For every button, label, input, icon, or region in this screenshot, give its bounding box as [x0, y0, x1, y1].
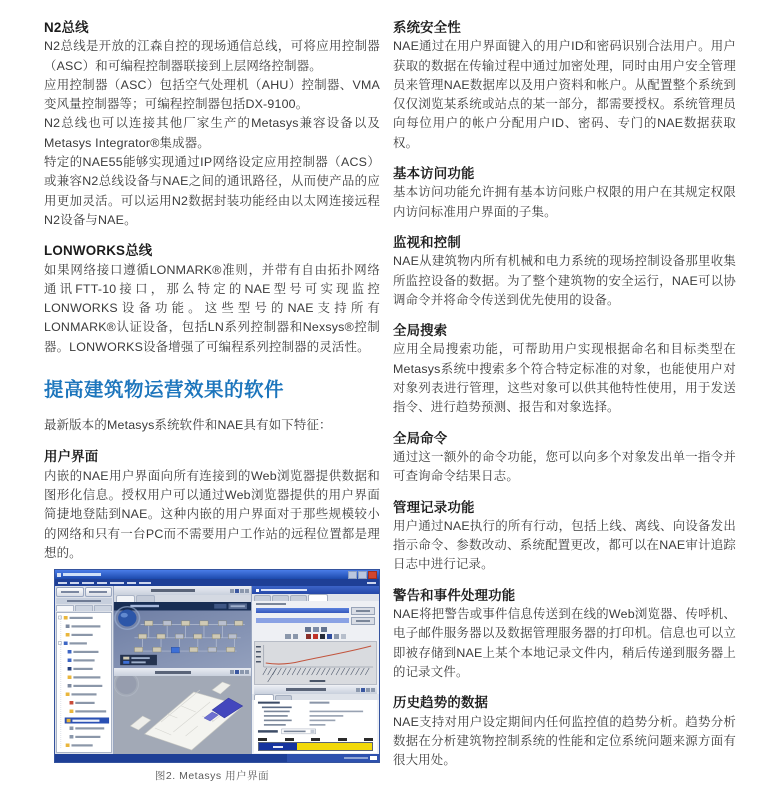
selected-item-bar: [256, 618, 349, 623]
gauge-value-text: [273, 746, 283, 748]
properties-table-graphic: [254, 700, 377, 738]
panel-icon: [371, 688, 375, 692]
tree-view: [56, 612, 112, 753]
toolbar-icon: [313, 634, 318, 639]
gauge-fill: [259, 743, 297, 750]
toolbar-icon: [320, 634, 325, 639]
menu-item: [110, 582, 124, 584]
panel-title-text: [155, 671, 191, 674]
tree-tabs: [56, 605, 112, 611]
paragraph: 通过这一额外的命令功能，您可以向多个对象发出单一指令并可查询命令结果日志。: [393, 449, 736, 484]
section-heading-user-interface: 用户界面: [44, 449, 99, 465]
panel-icon: [366, 688, 370, 692]
section-heading-alarm-event: 警告和事件处理功能: [393, 587, 516, 603]
section-global-search: [393, 321, 736, 417]
window-titlebar: [55, 570, 379, 579]
gauge-scale-labels: [258, 738, 373, 741]
toolbar-icon: [305, 627, 311, 632]
value-gauge: [258, 742, 373, 751]
menu-item: [367, 582, 376, 584]
major-heading-software: 提高建筑物运营效果的软件: [44, 379, 285, 402]
section-heading-n2-bus: N2总线: [44, 20, 89, 35]
scale-label: [311, 738, 320, 741]
panel-title-text: [286, 688, 326, 691]
selection-row: [256, 607, 375, 615]
center-panels: [114, 586, 252, 754]
section-alarm-event: [393, 586, 736, 682]
section-heading-global-command: 全局命令: [393, 430, 448, 446]
toolbar-icon: [341, 634, 346, 639]
paragraph: N2总线也可以连接其他厂家生产的Metasys兼容设备以及Metasys Integrator®集成器。: [44, 116, 380, 150]
panel-icon: [240, 589, 244, 593]
tree-tab: [94, 605, 112, 611]
panel-icon: [230, 670, 234, 674]
toolbar-icon: [321, 627, 327, 632]
paragraph: 应用控制器（ASC）包括空气处理机（AHU）控制器、VMA变风量控制器等；可编程控制器包括DX-9100。: [44, 77, 380, 112]
section-user-interface: [44, 447, 380, 563]
window-content: [55, 586, 379, 754]
tree-tab: [75, 605, 93, 611]
panel-icon: [235, 670, 239, 674]
network-diagram-graphic: [114, 602, 251, 668]
panel-header-text: [261, 589, 307, 592]
trend-toolbar-row-2: [252, 633, 379, 640]
panel-header-icon: [256, 589, 259, 592]
menu-bar: [55, 579, 379, 586]
toolbar-gap: [300, 634, 304, 639]
tree-items-graphic: [57, 613, 111, 752]
paragraph: NAE通过在用户界面键入的用户ID和密码识别合法用户。用户获取的数据在传输过程中通过加密处理，同时由用户安全管理员来管理NAE数据库以及用户资料和帐户。从配置整个系统到仅仅浏览某系统或站点的某一部分，都需要授权。系统管理员向每位用户的帐户分配用户ID、密码、专门的NAE数据获取权。: [393, 39, 736, 150]
trend-tabs: [252, 594, 379, 601]
panel-icon: [230, 589, 234, 593]
browse-button: [351, 617, 375, 625]
toolbar-icon: [313, 627, 319, 632]
close-icon: [368, 571, 377, 579]
trend-panel-header: [252, 586, 379, 594]
minimize-icon: [348, 571, 357, 579]
menu-item: [70, 582, 79, 584]
panel-icon: [245, 670, 249, 674]
panel-icon: [361, 688, 365, 692]
section-heading-lonworks: LONWORKS总线: [44, 243, 153, 259]
menu-item: [139, 582, 151, 584]
toolbar-icon: [306, 634, 311, 639]
paragraph: NAE将把警告或事件信息传送到在线的Web浏览器、传呼机、电子邮件服务器以及数据管理服务器的打印机。信息也可以立即被存储到NAE上某个本地记录文件内，稍后传递到服务器上的记录文件。: [393, 607, 736, 679]
paragraph: NAE支持对用户设定期间内任何监控值的趋势分析。趋势分析数据在分析建筑物控制系统的性能和定位系统问题来源方面有很大用处。: [393, 714, 736, 768]
menu-item: [82, 582, 94, 584]
printer-icon: [285, 634, 291, 639]
navigation-tree-panel: [55, 586, 114, 754]
selected-item-bar: [256, 608, 349, 613]
floorplan-panel-titlebar: [114, 668, 251, 676]
section-historical-trend: [393, 693, 736, 770]
section-heading-historical-trend: 历史趋势的数据: [393, 695, 489, 711]
paragraph: 内嵌的NAE用户界面向所有连接到的Web浏览器提供数据和图形化信息。授权用户可以通过Web浏览器提供的用户界面简捷地登陆到NAE。这种内嵌的用户界面对于那些规模较小的网络和只有一台PC而不需要用户工作站的远程位置都是理想的。: [44, 468, 380, 560]
paragraph: 基本访问功能允许拥有基本访问账户权限的用户在其规定权限内访问标准用户界面的子集。: [393, 185, 736, 219]
network-panel-titlebar: [114, 586, 251, 595]
menu-item: [58, 582, 67, 584]
selection-row: [256, 617, 375, 625]
tab-summary: [136, 595, 155, 602]
figure-metasys-ui-screenshot: [54, 569, 380, 763]
tab-graphic: [116, 595, 135, 602]
paragraph: 用户通过NAE执行的所有行动，包括上线、离线、向设备发出指示命令、参数改动、系统配置更改，都可以在NAE审计追踪日志中进行记录。: [393, 518, 736, 572]
zoom-icon: [293, 634, 298, 639]
status-indicator: [370, 756, 377, 760]
tree-toolbar: [56, 587, 112, 597]
status-text: [344, 757, 368, 759]
section-global-command: [393, 429, 736, 487]
section-heading-monitor-control: 监视和控制: [393, 234, 461, 250]
scale-label: [364, 738, 373, 741]
section-basic-access: [393, 164, 736, 222]
panel-icon: [245, 589, 249, 593]
network-diagram-panel: [114, 602, 251, 668]
window-title-text: [63, 573, 101, 576]
floorplan-graphic: [114, 676, 251, 754]
menu-item: [97, 582, 107, 584]
panel-title-text: [151, 589, 195, 592]
floorplan-panel: [114, 676, 251, 754]
section-heading-basic-access: 基本访问功能: [393, 166, 475, 182]
toolbar-icon: [334, 634, 339, 639]
scale-label: [258, 738, 267, 741]
section-heading-audit-log: 管理记录功能: [393, 499, 475, 515]
paragraph: N2总线是开放的江森自控的现场通信总线，可将应用控制器（ASC）和可编程控制器联接到上层网络控制器。: [44, 39, 380, 73]
right-panels: [252, 586, 379, 754]
panel-icon: [240, 670, 244, 674]
scale-label: [338, 738, 347, 741]
paragraph: NAE从建筑物内所有机械和电力系统的现场控制设备那里收集所监控设备的数据。为了整个建筑物的安全运行，NAE可以协调命令并将命令传送到优先使用的设备。: [393, 254, 736, 307]
panel-icon: [235, 589, 239, 593]
paragraph: 应用全局搜索功能，可帮助用户实现根据命名和目标类型在Metasys系统中搜索多个符合特定标准的对象，也能使用户对对象列表进行管理，这些对象可以供其他特性使用，用于发送指令、进行趋势预测、报告和对象选择。: [393, 342, 736, 415]
graphic-tabs: [114, 595, 251, 602]
intro-paragraph: 最新版本的Metasys系统软件和NAE具有如下特征：: [44, 418, 332, 433]
section-lonworks-bus: [44, 241, 380, 357]
scale-label: [285, 738, 294, 741]
properties-panel: [254, 700, 377, 738]
section-system-security: [393, 18, 736, 153]
section-heading-system-security: 系统安全性: [393, 20, 461, 35]
trend-chart-panel: [254, 641, 377, 685]
app-icon: [57, 573, 61, 577]
right-column: [393, 18, 736, 786]
tab-trend: [308, 594, 328, 601]
toolbar-icon: [327, 634, 332, 639]
properties-panel-titlebar: [254, 686, 377, 694]
status-bar: [55, 754, 379, 762]
panel-icon: [356, 688, 360, 692]
tree-button: [85, 587, 113, 597]
trend-chart-graphic: [255, 642, 376, 684]
left-column: [44, 18, 380, 786]
status-segment: [287, 754, 379, 762]
figure-caption: 图2. Metasys 用户界面: [154, 770, 270, 783]
trend-selection-area: [252, 601, 379, 626]
section-audit-log: [393, 498, 736, 575]
maximize-icon: [358, 571, 367, 579]
selection-label: [256, 603, 286, 605]
tree-tab: [56, 605, 74, 611]
section-n2-bus: [44, 18, 380, 230]
menu-item: [127, 582, 136, 584]
paragraph: 特定的NAE55能够实现通过IP网络设定应用控制器（ACS）或兼容N2总线设备与NAE之间的通讯路径，从而使产品的应用更加灵活。可以运用N2数据封装功能经由以太网连接远程N2设备与NAE。: [44, 155, 380, 227]
tree-button: [56, 587, 84, 597]
browse-button: [351, 607, 375, 615]
gauge-area: [254, 737, 377, 753]
section-heading-global-search: 全局搜索: [393, 323, 448, 339]
trend-toolbar-row-1: [252, 626, 379, 633]
section-monitor-control: [393, 233, 736, 310]
tree-header: [56, 598, 112, 604]
paragraph: 如果网络接口遵循LONMARK®准则，并带有自由拓扑网络通讯FTT-10接口，那么特定的NAE型号可实现监控LONWORKS设备功能。这些型号的NAE支持所有LONMARK®认证设备，包括LN系列控制器和Nexsys®控制器。LONWORKS设备增强了可编程系列控制器的灵活性。: [44, 262, 380, 354]
